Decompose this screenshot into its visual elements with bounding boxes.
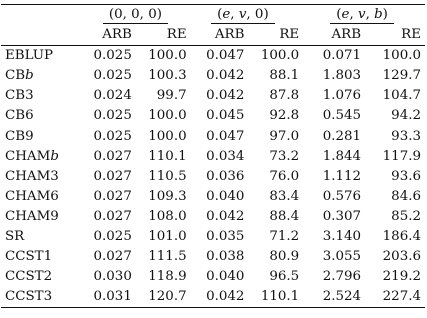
group-label: (e, v, b) [330, 7, 394, 24]
value-cell: 110.1 [148, 148, 187, 164]
group-header-row [1, 5, 425, 26]
value-cell: 0.027 [93, 249, 132, 265]
method-label: CB9 [5, 128, 34, 144]
value-cell: 110.1 [244, 287, 299, 308]
method-label: CCST3 [1, 287, 84, 308]
value-cell: 100.0 [260, 48, 300, 64]
value-cell: 0.031 [84, 287, 132, 308]
value-cell: 100.3 [148, 68, 187, 84]
subheader-cell: RE [361, 25, 425, 46]
table-row [1, 167, 425, 187]
table-body [1, 46, 425, 308]
value-cell: 96.5 [269, 269, 300, 285]
value-cell: 85.2 [391, 208, 421, 224]
value-cell: 84.6 [391, 188, 421, 204]
value-cell: 0.024 [93, 88, 132, 104]
value-cell: 3.140 [322, 229, 362, 245]
value-cell: 0.045 [206, 108, 245, 124]
value-cell: 227.4 [361, 287, 425, 308]
value-cell: 73.2 [269, 148, 300, 164]
group-label: (0, 0, 0) [103, 7, 168, 24]
table-row [1, 86, 425, 106]
value-cell: 109.3 [148, 188, 187, 204]
value-cell: 92.8 [269, 108, 300, 124]
value-cell: 0.025 [93, 229, 132, 245]
method-label: EBLUP [5, 48, 54, 64]
subheader-cell: RE [132, 25, 187, 46]
value-cell: 0.040 [206, 188, 245, 204]
value-cell: 0.025 [93, 68, 132, 84]
value-cell: 110.5 [148, 168, 187, 184]
value-cell: 93.6 [391, 168, 421, 184]
value-cell: 219.2 [382, 269, 421, 285]
value-cell: 118.9 [148, 269, 187, 285]
table-row [1, 287, 425, 308]
group-header-0-0-0 [84, 5, 186, 26]
method-label: SR [5, 229, 25, 245]
value-cell: 0.042 [206, 88, 245, 104]
value-cell: 100.0 [148, 108, 187, 124]
value-cell: 0.042 [206, 68, 245, 84]
value-cell: 88.1 [269, 68, 300, 84]
value-cell: 1.844 [322, 148, 362, 164]
value-cell: 0.040 [206, 269, 245, 285]
corner-cell [1, 5, 84, 26]
method-label: CB6 [5, 108, 34, 124]
value-cell: 101.0 [148, 229, 187, 245]
value-cell: 93.3 [391, 128, 421, 144]
value-cell: 0.034 [206, 148, 245, 164]
value-cell: 0.047 [206, 128, 245, 144]
method-label: CCST1 [5, 249, 53, 265]
value-cell: 104.7 [382, 88, 421, 104]
value-cell: 0.025 [93, 128, 132, 144]
value-cell: 0.576 [322, 188, 362, 204]
table-row [1, 187, 425, 207]
subheader-cell: ARB [84, 25, 132, 46]
value-cell: 108.0 [148, 208, 187, 224]
value-cell: 1.076 [322, 88, 362, 104]
method-label: CB3 [5, 88, 34, 104]
value-cell: 0.030 [93, 269, 132, 285]
value-cell: 2.524 [299, 287, 361, 308]
value-cell: 120.7 [132, 287, 187, 308]
value-cell: 186.4 [382, 229, 421, 245]
value-cell: 0.027 [93, 208, 132, 224]
value-cell: 3.055 [322, 249, 362, 265]
value-cell: 99.7 [156, 88, 187, 104]
value-cell: 0.042 [187, 287, 245, 308]
value-cell: 100.0 [148, 128, 187, 144]
group-label: (e, v, 0) [211, 7, 275, 24]
value-cell: 94.2 [391, 108, 421, 124]
value-cell: 1.112 [322, 168, 362, 184]
value-cell: 88.4 [269, 208, 300, 224]
value-cell: 0.027 [93, 188, 132, 204]
method-label: CHAM3 [5, 168, 59, 184]
value-cell: 0.047 [206, 48, 245, 64]
value-cell: 83.4 [269, 188, 300, 204]
table-row [1, 227, 425, 247]
table-row [1, 66, 425, 86]
value-cell: 0.025 [93, 48, 132, 64]
value-cell: 0.281 [322, 128, 362, 144]
value-cell: 71.2 [269, 229, 300, 245]
method-label: CHAMb [5, 148, 59, 164]
value-cell: 0.038 [206, 249, 245, 265]
table-row [1, 207, 425, 227]
results-table [1, 4, 425, 308]
value-cell: 87.8 [269, 88, 300, 104]
value-cell: 76.0 [269, 168, 300, 184]
value-cell: 111.5 [148, 249, 187, 265]
group-header-e-v-0 [187, 5, 300, 26]
method-label: CBb [5, 68, 34, 84]
table-row [1, 247, 425, 267]
subheader-cell: ARB [299, 25, 361, 46]
value-cell: 0.545 [322, 108, 362, 124]
value-cell: 0.027 [93, 148, 132, 164]
results-table-wrapper [1, 4, 425, 308]
value-cell: 0.027 [93, 168, 132, 184]
subheader-cell: RE [244, 25, 299, 46]
table-row [1, 147, 425, 167]
value-cell: 100.0 [148, 48, 187, 64]
subheader-corner [1, 25, 84, 46]
value-cell: 0.025 [93, 108, 132, 124]
value-cell: 80.9 [269, 249, 300, 265]
value-cell: 203.6 [382, 249, 421, 265]
table-row [1, 106, 425, 126]
value-cell: 129.7 [382, 68, 421, 84]
table-row [1, 127, 425, 147]
method-label: CHAM9 [5, 208, 59, 224]
value-cell: 117.9 [382, 148, 421, 164]
value-cell: 0.036 [206, 168, 245, 184]
value-cell: 0.071 [322, 48, 362, 64]
value-cell: 0.307 [322, 208, 362, 224]
method-label: CHAM6 [5, 188, 59, 204]
table-row [1, 267, 425, 287]
value-cell: 0.042 [206, 208, 245, 224]
value-cell: 1.803 [322, 68, 362, 84]
subheader-row [1, 25, 425, 46]
method-label: CCST2 [5, 269, 53, 285]
value-cell: 2.796 [322, 269, 362, 285]
table-row [1, 46, 425, 67]
group-header-e-v-b [299, 5, 425, 26]
subheader-cell: ARB [187, 25, 245, 46]
value-cell: 97.0 [269, 128, 300, 144]
value-cell: 0.035 [206, 229, 245, 245]
value-cell: 100.0 [382, 48, 421, 64]
